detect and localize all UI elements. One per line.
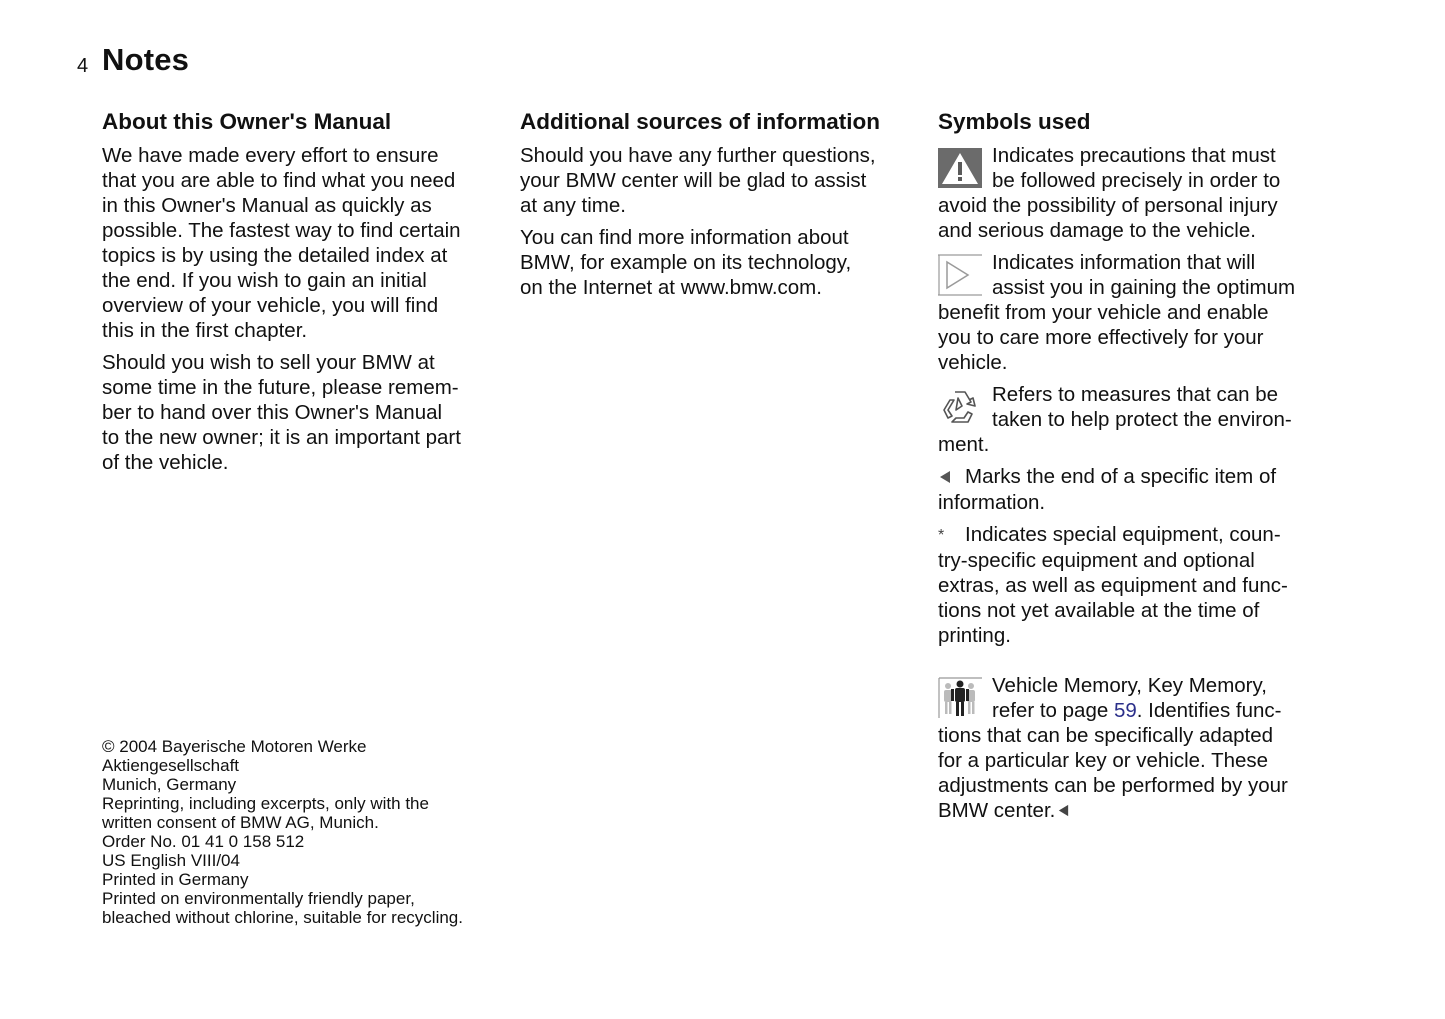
spacer <box>938 655 1333 673</box>
page-number: 4 <box>77 55 89 77</box>
personal-profile-icon <box>938 676 982 720</box>
imprint-block: © 2004 Bayerische Motoren Werke Aktiengesellschaft Munich, Germany Reprinting, including excerpts, only with the written consent of BMW AG, Munich. Order No. 01 41 0 158 512 US English VIII/04 Printed in Germany Printed on environmentally friendly paper, bleached without chlorine, suitable for recycling. <box>102 737 463 927</box>
section-heading: Symbols used <box>938 109 1091 134</box>
symbol-item-environment: Refers to measures that can be taken to help protect the environ- ment. <box>938 383 1292 456</box>
page-title: Notes <box>102 42 190 77</box>
symbol-item-personal-profile: Vehicle Memory, Key Memory, refer to page 59. Identifies func- tions that can be specifically adapted for a particular key or vehicle. These adjustments can be performed by your BMW center. <box>938 674 1288 823</box>
paragraph: Should you have any further questions, your BMW center will be glad to assist at any time. <box>520 144 876 217</box>
symbol-item-warning: Indicates precautions that must be followed precisely in order to avoid the possibility of personal injury and serious damage to the vehicle. <box>938 144 1281 242</box>
warning-triangle-icon <box>938 146 982 190</box>
section-symbols-used <box>938 108 1333 830</box>
end-marker-icon <box>938 465 956 490</box>
symbol-item-info: Indicates information that will assist you in gaining the optimum benefit from your vehicle and enable you to care more effectively for your vehicle. <box>938 251 1296 374</box>
asterisk-icon: * <box>938 527 945 545</box>
recycle-icon <box>938 385 982 429</box>
paragraph: We have made every effort to ensure that you are able to find what you need in this Owner's Manual as quickly as possible. The fastest way to find certain topics is by using the detailed index at the end. If you wish to gain an initial overview of your vehicle, you will find this in the first chapter. <box>102 144 461 342</box>
section-about-manual <box>102 108 502 482</box>
symbol-item-end-marker: Marks the end of a specific item of information. <box>938 465 1277 515</box>
section-heading: Additional sources of information <box>520 109 881 134</box>
paragraph: Should you wish to sell your BMW at some time in the future, please remem- ber to hand over this Owner's Manual to the new owner; it is an important part of the vehicle. <box>102 351 461 474</box>
end-marker-icon <box>1057 798 1070 823</box>
symbol-item-special-equipment: * Indicates special equipment, coun- try-specific equipment and optional extras, as well as equipment and func- tions not yet available at the time of printing. <box>938 523 1288 648</box>
section-heading: About this Owner's Manual <box>102 109 392 134</box>
section-additional-sources <box>520 108 920 307</box>
paragraph: You can find more information about BMW, for example on its technology, on the Internet at www.bmw.com. <box>520 226 852 299</box>
page-59-link[interactable]: 59 <box>1113 699 1137 723</box>
info-arrow-icon <box>938 253 982 297</box>
